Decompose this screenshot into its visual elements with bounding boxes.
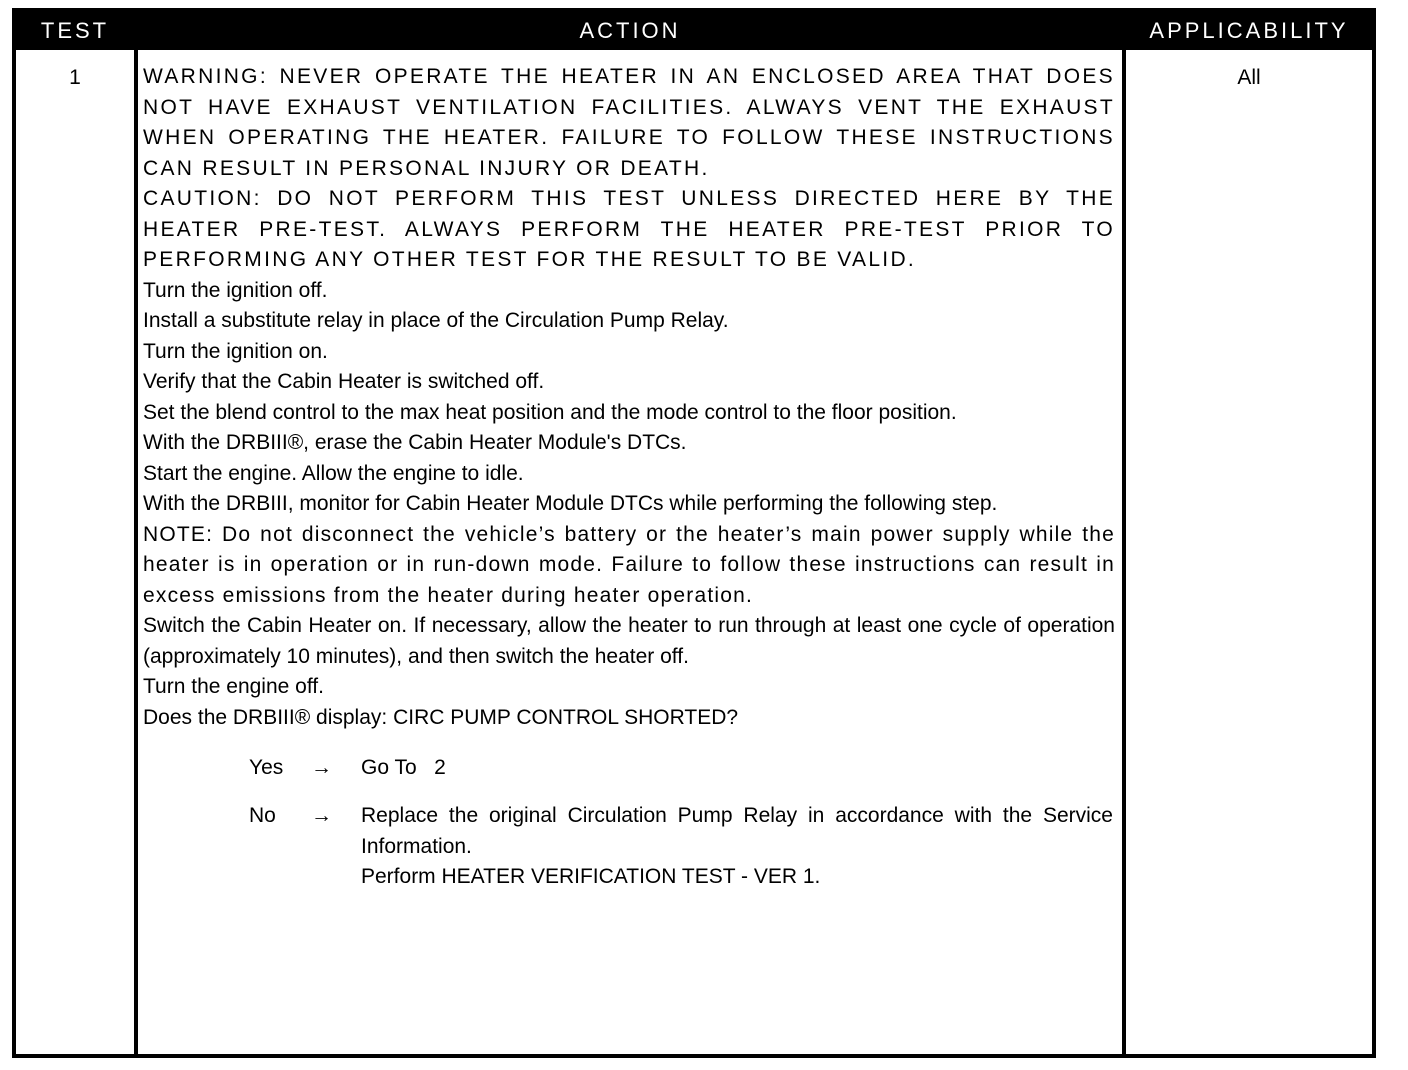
caution-text: CAUTION: DO NOT PERFORM THIS TEST UNLESS DIRECTED HERE BY THE HEATER PRE-TEST. ALWAYS PERFORM THE HEATER PRE-TEST PRIOR TO PERFORMING ANY OTHER TEST FOR THE RESULT TO BE VALID. [143, 187, 1115, 271]
no-instructions [361, 801, 1113, 893]
table-header [16, 12, 1372, 50]
test-number: 1 [69, 66, 81, 89]
column-divider [1122, 50, 1126, 1054]
yes-goto-link[interactable]: Go To 2 [361, 756, 446, 779]
yes-label: Yes [249, 756, 284, 779]
step-text: Start the engine. Allow the engine to idle. [143, 461, 524, 485]
yes-branch [143, 753, 1115, 783]
header-applicability: APPLICABILITY [1149, 18, 1349, 43]
step-text: Verify that the Cabin Heater is switched off. [143, 370, 545, 393]
header-test: TEST [40, 18, 110, 43]
diagnostic-test-table [12, 8, 1376, 1058]
no-replace-text: Replace the original Circulation Pump Relay in accordance with the Service Information. [361, 804, 1113, 858]
no-branch [143, 801, 1115, 893]
action-cell [143, 62, 1115, 893]
arrow-icon: → [311, 804, 332, 827]
arrow-icon: → [311, 756, 332, 779]
step-text: Switch the Cabin Heater on. If necessary, allow the heater to run through at least one cycle of operation (approximately 10 minutes), and then switch the heater off. [143, 614, 1115, 668]
note-text: NOTE: Do not disconnect the vehicle’s battery or the heater’s main power supply while the heater is in operation or in run-down mode. Failure to follow these instructions can result in excess emissions from the heater during heater operation. [143, 522, 1115, 607]
step-text: With the DRBIII®, erase the Cabin Heater Module's DTCs. [143, 431, 687, 454]
step-text: With the DRBIII, monitor for Cabin Heater Module DTCs while performing the following step. [143, 492, 998, 515]
step-text: Set the blend control to the max heat position and the mode control to the floor position. [143, 400, 957, 424]
no-perform-text: Perform HEATER VERIFICATION TEST - VER 1. [361, 865, 821, 888]
step-text: Turn the ignition off. [143, 278, 328, 302]
header-action: ACTION [579, 18, 681, 43]
no-label: No [249, 804, 276, 827]
warning-text: WARNING: NEVER OPERATE THE HEATER IN AN ENCLOSED AREA THAT DOES NOT HAVE EXHAUST VENTILATION FACILITIES. ALWAYS VENT THE EXHAUST WHEN OPERATING THE HEATER. FAILURE TO FOLLOW THESE INSTRUCTIONS CAN RESULT IN PERSONAL INJURY OR DEATH. [143, 65, 1115, 180]
step-text: Install a substitute relay in place of the Circulation Pump Relay. [143, 309, 729, 332]
question-text: Does the DRBIII® display: CIRC PUMP CONTROL SHORTED? [143, 705, 739, 729]
applicability-value: All [1237, 66, 1261, 89]
step-text: Turn the ignition on. [143, 339, 328, 363]
column-divider [134, 50, 138, 1054]
step-text: Turn the engine off. [143, 675, 324, 698]
